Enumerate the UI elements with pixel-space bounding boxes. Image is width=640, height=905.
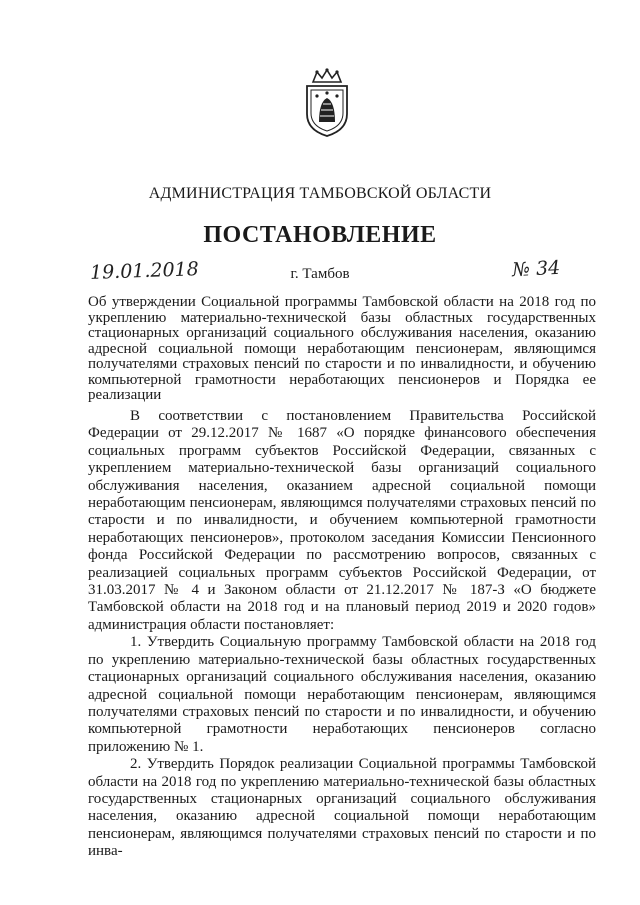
paragraph: В соответствии с постановлением Правительства Российской Федерации от 29.12.2017 № 1687 «О порядке финансового обеспечения социальных программ субъектов Российской Федерации, связанных с укреплением материально-технической базы организаций социального обслуживания населения, оказанием адресной социальной помощи неработающим пенсионерам, являющимся получателями страховых пенсий по старости и по инвалидности, и обучением компьютерной грамотности неработающих пенсионеров», протоколом заседания Комиссии Пенсионного фонда Российской Федерации по рассмотрению вопросов, связанных с реализацией социальных программ субъектов Российской Федерации, от 31.03.2017 № 4 и Законом области от 21.12.2017 № 187-З «О бюджете Тамбовской области на 2018 год и на плановый период 2019 и 2020 годов» администрация области постановляет: [88,408,596,633]
document-type: ПОСТАНОВЛЕНИЕ [203,222,437,248]
document-body [88,408,596,861]
document-title: Об утверждении Социальной программы Тамбовской области на 2018 год по укреплению материально-технической базы областных государственных стационарных организаций социального обслуживания населения, оказанию адресной социальной помощи неработающим пенсионерам, являющимся получателями страховых пенсий по старости и по инвалидности, и обучению компьютерной грамотности неработающих пенсионеров и Порядка ее реализации [88,294,596,403]
city-name: г. Тамбов [290,266,350,282]
handwritten-number: № 34 [511,256,561,282]
handwritten-date: 19.01.2018 [89,258,200,284]
coat-of-arms-icon [301,68,353,138]
paragraph: 2. Утвердить Порядок реализации Социальной программы Тамбовской области на 2018 год по укреплению материально-технической базы областных государственных стационарных организаций социального обслуживания населения, оказанию адресной социальной помощи неработающим пенсионерам, являющимся получателями страховых пенсий по старости и по инва- [88,756,596,860]
organization-name: АДМИНИСТРАЦИЯ ТАМБОВСКОЙ ОБЛАСТИ [148,185,492,202]
paragraph: 1. Утвердить Социальную программу Тамбовской области на 2018 год по укреплению материально-технической базы областных государственных стационарных организаций социального обслуживания населения, оказанию адресной социальной помощи неработающим пенсионерам, являющимся получателями страховых пенсий по старости и по инвалидности, и обучению компьютерной грамотности неработающих пенсионеров согласно приложению № 1. [88,634,596,755]
